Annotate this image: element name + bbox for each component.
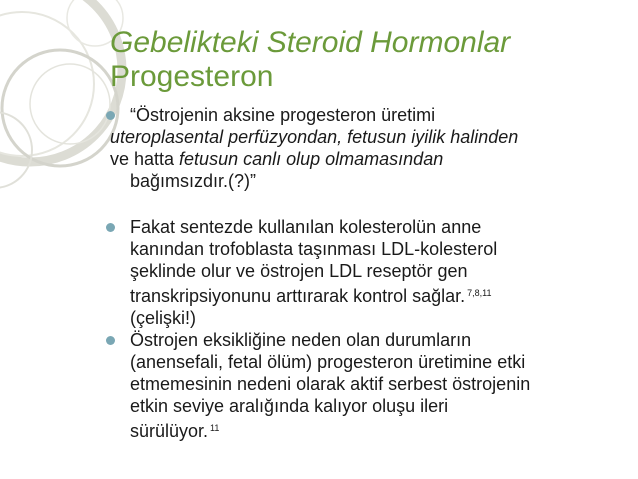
paragraph-3 <box>110 329 630 442</box>
paragraph-spacer <box>110 192 630 216</box>
p3-line-5-row <box>130 417 630 442</box>
p1-line-1: “Östrojenin aksine progesteron üretimi <box>130 105 436 125</box>
p1-line-3b: fetusun canlı olup olmamasından <box>179 149 444 169</box>
bullet-icon <box>106 336 115 345</box>
p3-line-4: etkin seviye aralığında kalıyor oluşu ileri <box>130 396 449 416</box>
p3-line-3: etmemesinin nedeni olarak aktif serbest östrojenin <box>130 374 531 394</box>
reference-superscript: 7,8,11 <box>467 288 492 298</box>
bullet-icon <box>106 111 115 120</box>
reference-superscript: 11 <box>210 423 220 433</box>
title-line-2: Progesteron <box>110 60 274 93</box>
paragraph-1 <box>110 104 630 126</box>
p1-line-4: bağımsızdır.(?)” <box>130 171 257 191</box>
p1-line-4-row <box>110 170 630 192</box>
p2-line-5: (çelişki!) <box>130 308 196 328</box>
p1-line-3a: ve hatta <box>110 149 180 169</box>
p2-line-4-row <box>130 282 630 307</box>
bullet-icon <box>106 223 115 232</box>
p3-line-1: Östrojen eksikliğine neden olan durumların <box>130 330 472 350</box>
p1-line-3-row <box>110 148 630 170</box>
p2-line-4: transkripsiyonunu arttırarak kontrol sağlar. <box>130 286 466 306</box>
p2-line-3: şeklinde olur ve östrojen LDL reseptör gen <box>130 261 468 281</box>
paragraph-2 <box>110 216 630 329</box>
p2-line-2: kanından trofoblasta taşınması LDL-kolesterol <box>130 239 498 259</box>
p3-line-2: (anensefali, fetal ölüm) progesteron üretimine etki <box>130 352 526 372</box>
slide-title <box>110 26 630 94</box>
slide-body <box>110 104 630 442</box>
p1-line-2: uteroplasental perfüzyondan, fetusun iyilik halinden <box>110 127 519 147</box>
p1-line-2-row <box>110 126 630 148</box>
p3-line-5: sürülüyor. <box>130 421 209 441</box>
p2-line-1: Fakat sentezde kullanılan kolesterolün anne <box>130 217 482 237</box>
title-line-1: Gebelikteki Steroid Hormonlar <box>110 26 511 59</box>
